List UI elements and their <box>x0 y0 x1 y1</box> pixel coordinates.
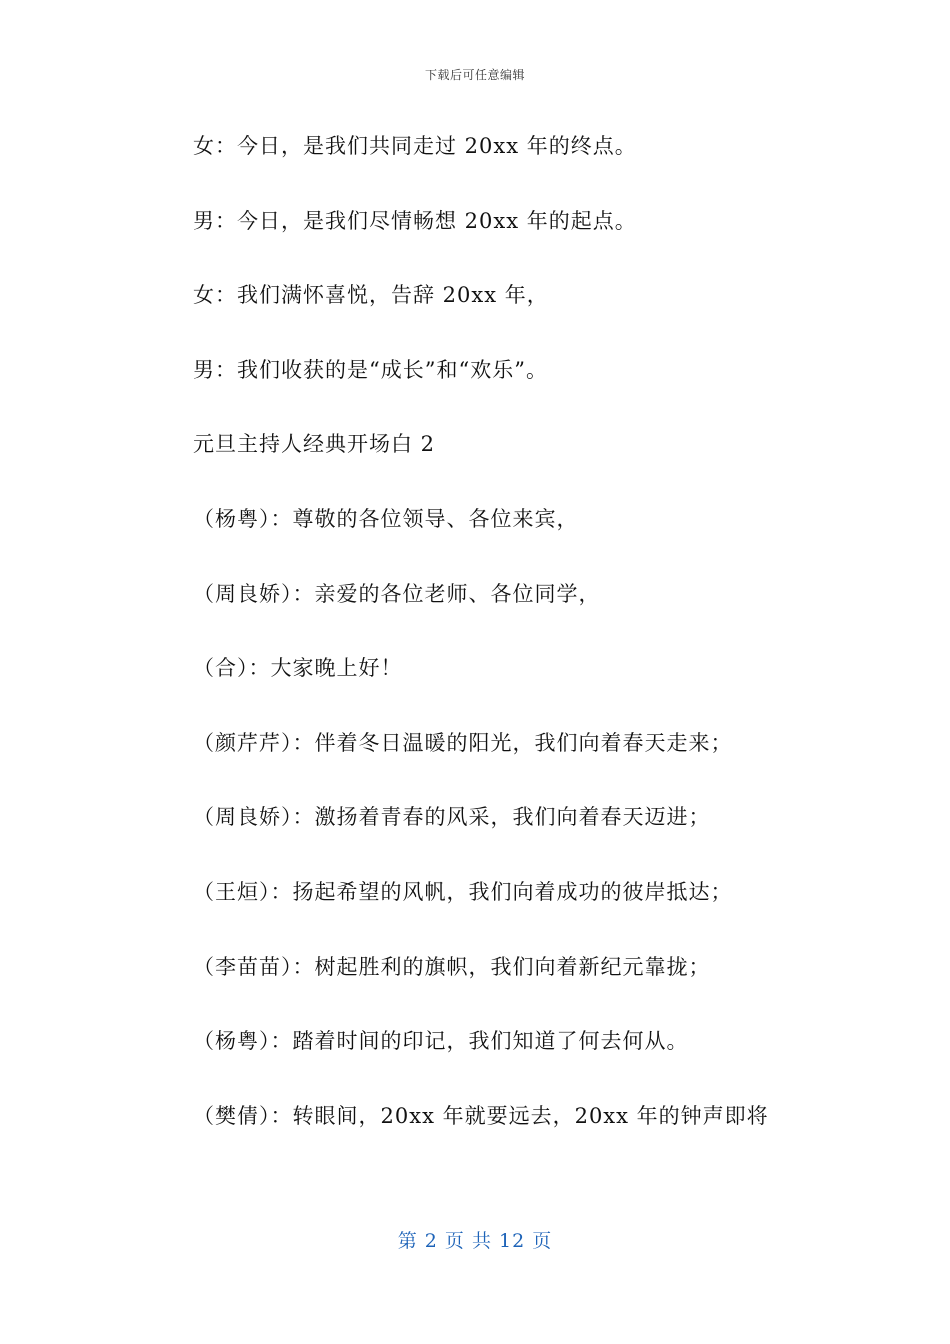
text-line: 女：今日，是我们共同走过 20xx 年的终点。 <box>193 134 637 158</box>
section-title: 元旦主持人经典开场白 2 <box>193 432 436 457</box>
text-line: （颜芹芹）：伴着冬日温暖的阳光，我们向着春天走来； <box>193 730 733 755</box>
text-line: 男：我们收获的是“成长”和“欢乐”。 <box>193 357 548 382</box>
text-line: （王烜）：扬起希望的风帆，我们向着成功的彼岸抵达； <box>193 879 733 904</box>
text-line: （李苗苗）：树起胜利的旗帜，我们向着新纪元靠拢； <box>193 954 711 979</box>
text-line: （周良娇）：激扬着青春的风采，我们向着春天迈进； <box>193 805 711 830</box>
text-line: 男：今日，是我们尽情畅想 20xx 年的起点。 <box>193 208 637 233</box>
text-line: （周良娇）：亲爱的各位老师、各位同学， <box>193 581 601 606</box>
text-line: （合）：大家晚上好！ <box>193 656 403 681</box>
text-line: （樊倩）：转眼间，20xx 年就要远去，20xx 年的钟声即将 <box>193 1103 769 1128</box>
page-number: 第 2 页 共 12 页 <box>397 1230 553 1252</box>
text-line: （杨粤）：踏着时间的印记，我们知道了何去何从。 <box>193 1029 689 1054</box>
text-line: 女：我们满怀喜悦，告辞 20xx 年， <box>193 283 549 308</box>
text-line: （杨粤）：尊敬的各位领导、各位来宾， <box>193 506 579 531</box>
document-body <box>193 128 833 1172</box>
page-header: 下载后可任意编辑 <box>424 68 525 82</box>
